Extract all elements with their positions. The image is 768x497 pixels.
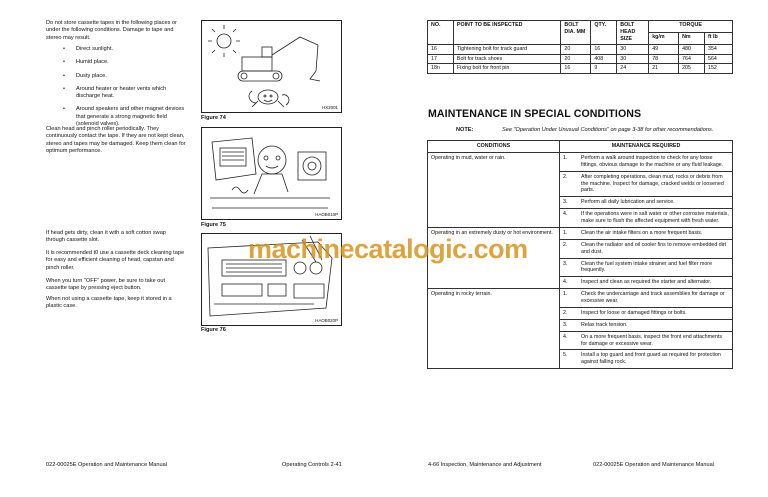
item-text: Clean the air intake filters on a more frequent basis.: [578, 227, 733, 239]
item-text: On a more frequent basis, inspect the front end attachments for damage or excessive wear.: [578, 331, 733, 350]
column-header: Nm: [679, 32, 705, 44]
column-header: TORQUE: [649, 21, 733, 33]
footer-right-manual: 022-00025E Operation and Maintenance Manual: [593, 462, 714, 468]
item-text: Clean the radiator and oil cooler fins to remove embedded dirt and dust.: [578, 239, 733, 258]
table-cell: 21: [649, 64, 679, 74]
condition-cell: Operating in mud, water or rain.: [428, 152, 560, 227]
footer-left-manual: 022-00025E Operation and Maintenance Manual: [46, 462, 167, 468]
item-text: Perform all daily lubrication and service.: [578, 197, 733, 209]
table-cell: 152: [705, 64, 733, 74]
condition-cell: Operating in an extremely dusty or hot environment.: [428, 227, 560, 288]
item-number: 1.: [560, 289, 579, 308]
recommended-paragraph: It is recommended t0 use a cassette deck cleaning tape for easy and efficient cleaning of head, capstan and pinch roller.: [46, 250, 185, 271]
column-header: NO.: [428, 21, 454, 45]
column-header: kg/m: [649, 32, 679, 44]
clean-head-paragraph: Clean head and pinch roller periodically. They continuously contact the tape. If they are not kept clean, stereo and tapes may be damaged. Keep them clean for optimum performance.: [46, 126, 186, 154]
column-header: BOLT HEAD SIZE: [617, 21, 649, 45]
table-row: [428, 44, 733, 54]
heater-magnet-illustration-icon: [202, 128, 341, 219]
table-cell: 20: [561, 44, 591, 54]
intro-paragraph: Do not store cassette tapes in the following places or under the following conditions. Damage to tape and stereo may result.: [46, 20, 177, 41]
item-number: 2.: [560, 171, 579, 197]
figure-code: HAOB020P: [315, 318, 338, 324]
table-row: [428, 64, 733, 74]
item-number: 5.: [560, 350, 579, 369]
list-item: • Around heater or heater vents which discharge heat.: [46, 86, 186, 101]
turn-off-paragraph: When you turn "OFF" power, be sure to take out cassette tape by pressing eject button.: [46, 278, 166, 292]
figure-75: [201, 127, 342, 220]
column-header: POINT TO BE INSPECTED: [453, 21, 560, 45]
table-cell: 564: [705, 54, 733, 64]
condition-cell: Operating in rocky terrain.: [428, 289, 560, 369]
not-using-paragraph: When not using a cassette tape, keep it stored in a plastic case.: [46, 296, 172, 310]
item-text: Inspect for loose or damaged fittings or bolts.: [578, 307, 733, 319]
table-row: [428, 54, 733, 64]
item-text: After completing operations, clean mud, rocks or debris from the machine. Inspect for damage, cracked welds or loosened parts.: [578, 171, 733, 197]
table-cell: Bolt for track shoes: [453, 54, 560, 64]
list-item: • Around speakers and other magnet devices that generate a strong magnetic field (solenoid valves).: [46, 106, 186, 128]
item-text: Perform a walk around inspection to check for any loose fittings, obvious damage to the machine or any fluid leakage.: [578, 152, 733, 171]
item-number: 3.: [560, 319, 579, 331]
bolt-torque-table: [427, 20, 733, 74]
column-header: MAINTENANCE REQUIRED: [560, 141, 733, 153]
table-cell: 16: [591, 44, 617, 54]
list-item: • Humid place.: [46, 59, 186, 66]
table-cell: 17: [428, 54, 454, 64]
figure-caption: Figure 76: [201, 327, 226, 333]
item-number: 2.: [560, 239, 579, 258]
table-cell: 9: [591, 64, 617, 74]
figure-74: [201, 20, 342, 113]
column-header: ft lb: [705, 32, 733, 44]
item-text: Relax track tension.: [578, 319, 733, 331]
table-header-row: [428, 141, 733, 153]
storage-bullet-list: [46, 46, 186, 134]
table-cell: 408: [591, 54, 617, 64]
item-number: 3.: [560, 197, 579, 209]
table-cell: 16: [428, 44, 454, 54]
table-row: [428, 152, 733, 171]
item-number: 2.: [560, 307, 579, 319]
column-header: CONDITIONS: [428, 141, 560, 153]
table-cell: 20: [561, 54, 591, 64]
footer-right-page: 4-66 Inspection, Maintenance and Adjustment: [428, 462, 542, 468]
item-number: 1.: [560, 152, 579, 171]
column-header: BOLT DIA. MM: [561, 21, 591, 45]
table-cell: 49: [649, 44, 679, 54]
item-number: 4.: [560, 209, 579, 228]
watermark-text: machinecatalogic.com: [248, 234, 528, 264]
table-cell: 16: [561, 64, 591, 74]
table-row: [428, 289, 733, 308]
excavator-sun-illustration-icon: [202, 21, 341, 112]
table-cell: 205: [679, 64, 705, 74]
head-dirty-paragraph: If head gets dirty, clean it with a soft cotton swap through cassette slot.: [46, 230, 166, 244]
table-cell: 480: [679, 44, 705, 54]
table-cell: Fixing bolt for front pin: [453, 64, 560, 74]
note-label: NOTE:: [456, 127, 474, 133]
table-cell: 764: [679, 54, 705, 64]
figure-code: HX2001: [322, 105, 338, 111]
item-number: 1.: [560, 227, 579, 239]
figure-code: HAOB010P: [315, 212, 338, 218]
item-text: Clean the fuel system intake strainer and fuel filter more frequently.: [578, 258, 733, 277]
table-header-row: [428, 21, 733, 33]
note-text: See "Operation Under Unusual Conditions" on page 3-38 for other recommendations.: [502, 127, 714, 133]
figure-caption: Figure 75: [201, 222, 226, 228]
column-header: QTY.: [591, 21, 617, 45]
footer-left-page: Operating Controls 2-41: [282, 462, 342, 468]
table-cell: 78: [649, 54, 679, 64]
item-text: Inspect and clean as required the starter and alternator.: [578, 277, 733, 289]
item-text: Install a top guard and front guard as required for protection against falling rock.: [578, 350, 733, 369]
table-cell: 24: [617, 64, 649, 74]
table-cell: 30: [617, 44, 649, 54]
item-text: Check the undercarriage and track assemblies for damage or excessive wear.: [578, 289, 733, 308]
item-number: 4.: [560, 331, 579, 350]
table-cell: 30: [617, 54, 649, 64]
list-item: • Dusty place.: [46, 73, 186, 80]
section-title: MAINTENANCE IN SPECIAL CONDITIONS: [428, 108, 642, 120]
item-number: 3.: [560, 258, 579, 277]
figure-caption: Figure 74: [201, 115, 226, 121]
table-cell: 18n: [428, 64, 454, 74]
table-cell: 354: [705, 44, 733, 54]
item-number: 4.: [560, 277, 579, 289]
item-text: If the operations were in salt water or other corrosive materials, make sure to flush the affected equipment with fresh water.: [578, 209, 733, 228]
table-cell: Tightening bolt for track guard: [453, 44, 560, 54]
list-item: • Direct sunlight.: [46, 46, 186, 53]
